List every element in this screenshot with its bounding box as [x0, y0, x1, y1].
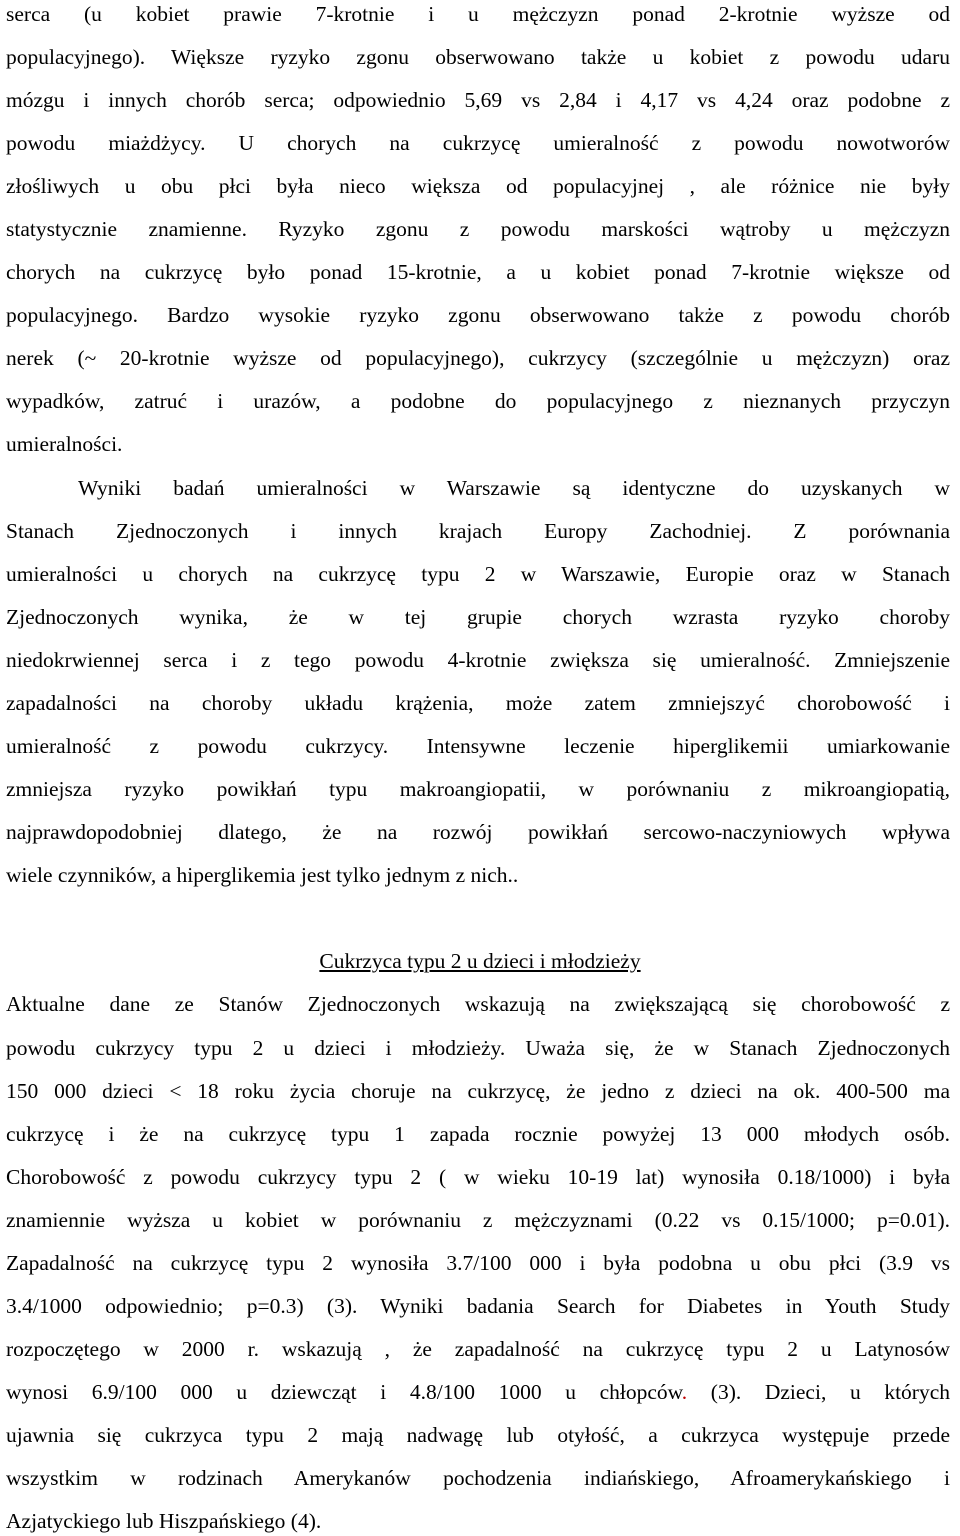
text-line: wiele czynników, a hiperglikemia jest tylko jednym z nich..: [6, 863, 519, 887]
text-line: Aktualne dane ze Stanów Zjednoczonych wskazują na zwiększającą się chorobowość z: [6, 992, 950, 1016]
text-line: Wyniki badań umieralności w Warszawie są identyczne do uzyskanych w: [78, 476, 950, 500]
text-line: powodu miażdżycy. U chorych na cukrzycę umieralność z powodu nowotworów: [6, 131, 950, 155]
text-line: najprawdopodobniej dlatego, że na rozwój powikłań sercowo-naczyniowych wpływa: [6, 820, 950, 844]
text-line: ujawnia się cukrzyca typu 2 mają nadwagę lub otyłość, a cukrzyca występuje przede: [6, 1423, 950, 1447]
text-line: 3.4/1000 odpowiednio; p=0.3) (3). Wyniki badania Search for Diabetes in Youth Study: [6, 1294, 950, 1318]
text-segment: wynosi 6.9/100 000 u dziewcząt i 4.8/100 1000 u chłopców: [6, 1380, 682, 1404]
text-line: Zapadalność na cukrzycę typu 2 wynosiła 3.7/100 000 i była podobna u obu płci (3.9 vs: [6, 1251, 950, 1275]
section-heading-text: Cukrzyca typu 2 u dzieci i młodzieży: [319, 949, 641, 973]
text-line: zapadalności na choroby układu krążenia, może zatem zmniejszyć chorobowość i: [6, 691, 950, 715]
text-line: umieralności u chorych na cukrzycę typu 2 w Warszawie, Europie oraz w Stanach: [6, 562, 950, 586]
text-line: [6, 1378, 950, 1406]
text-line: populacyjnego). Większe ryzyko zgonu obserwowano także u kobiet z powodu udaru: [6, 45, 950, 69]
text-line: umieralności.: [6, 432, 123, 456]
text-line: Chorobowość z powodu cukrzycy typu 2 ( w wieku 10-19 lat) wynosiła 0.18/1000) i była: [6, 1165, 950, 1189]
text-line: powodu cukrzycy typu 2 u dzieci i młodzieży. Uważa się, że w Stanach Zjednoczonych: [6, 1036, 950, 1060]
section-heading: [0, 947, 960, 975]
text-line: wszystkim w rodzinach Amerykanów pochodzenia indiańskiego, Afroamerykańskiego i: [6, 1466, 950, 1490]
text-line: populacyjnego. Bardzo wysokie ryzyko zgonu obserwowano także z powodu chorób: [6, 303, 950, 327]
text-line: rozpoczętego w 2000 r. wskazują , że zapadalność na cukrzycę typu 2 u Latynosów: [6, 1337, 950, 1361]
text-line: statystycznie znamienne. Ryzyko zgonu z powodu marskości wątroby u mężczyzn: [6, 217, 950, 241]
text-line: mózgu i innych chorób serca; odpowiednio 5,69 vs 2,84 i 4,17 vs 4,24 oraz podobne z: [6, 88, 950, 112]
text-line: zmniejsza ryzyko powikłań typu makroangiopatii, w porównaniu z mikroangiopatią,: [6, 777, 950, 801]
red-period-mark: .: [681, 1380, 688, 1404]
text-line: złośliwych u obu płci była nieco większa od populacyjnej , ale różnice nie były: [6, 174, 950, 198]
text-line: serca (u kobiet prawie 7-krotnie i u mężczyzn ponad 2-krotnie wyższe od: [6, 2, 950, 26]
text-line: nerek (~ 20-krotnie wyższe od populacyjnego), cukrzycy (szczególnie u mężczyzn) oraz: [6, 346, 950, 370]
text-line: cukrzycę i że na cukrzycę typu 1 zapada rocznie powyżej 13 000 młodych osób.: [6, 1122, 950, 1146]
text-line: umieralność z powodu cukrzycy. Intensywne leczenie hiperglikemii umiarkowanie: [6, 734, 950, 758]
text-line: znamiennie wyższa u kobiet w porównaniu z mężczyznami (0.22 vs 0.15/1000; p=0.01).: [6, 1208, 950, 1232]
text-line: chorych na cukrzycę było ponad 15-krotnie, a u kobiet ponad 7-krotnie większe od: [6, 260, 950, 284]
text-line: 150 000 dzieci < 18 roku życia choruje na cukrzycę, że jedno z dzieci na ok. 400-500 ma: [6, 1079, 950, 1103]
text-segment: (3). Dzieci, u których: [687, 1380, 950, 1404]
text-line: niedokrwiennej serca i z tego powodu 4-krotnie zwiększa się umieralność. Zmniejszenie: [6, 648, 950, 672]
text-line: Stanach Zjednoczonych i innych krajach Europy Zachodniej. Z porównania: [6, 519, 950, 543]
text-line: wypadków, zatruć i urazów, a podobne do populacyjnego z nieznanych przyczyn: [6, 389, 950, 413]
text-line: Zjednoczonych wynika, że w tej grupie chorych wzrasta ryzyko choroby: [6, 605, 950, 629]
text-line: Azjatyckiego lub Hiszpańskiego (4).: [6, 1509, 322, 1533]
